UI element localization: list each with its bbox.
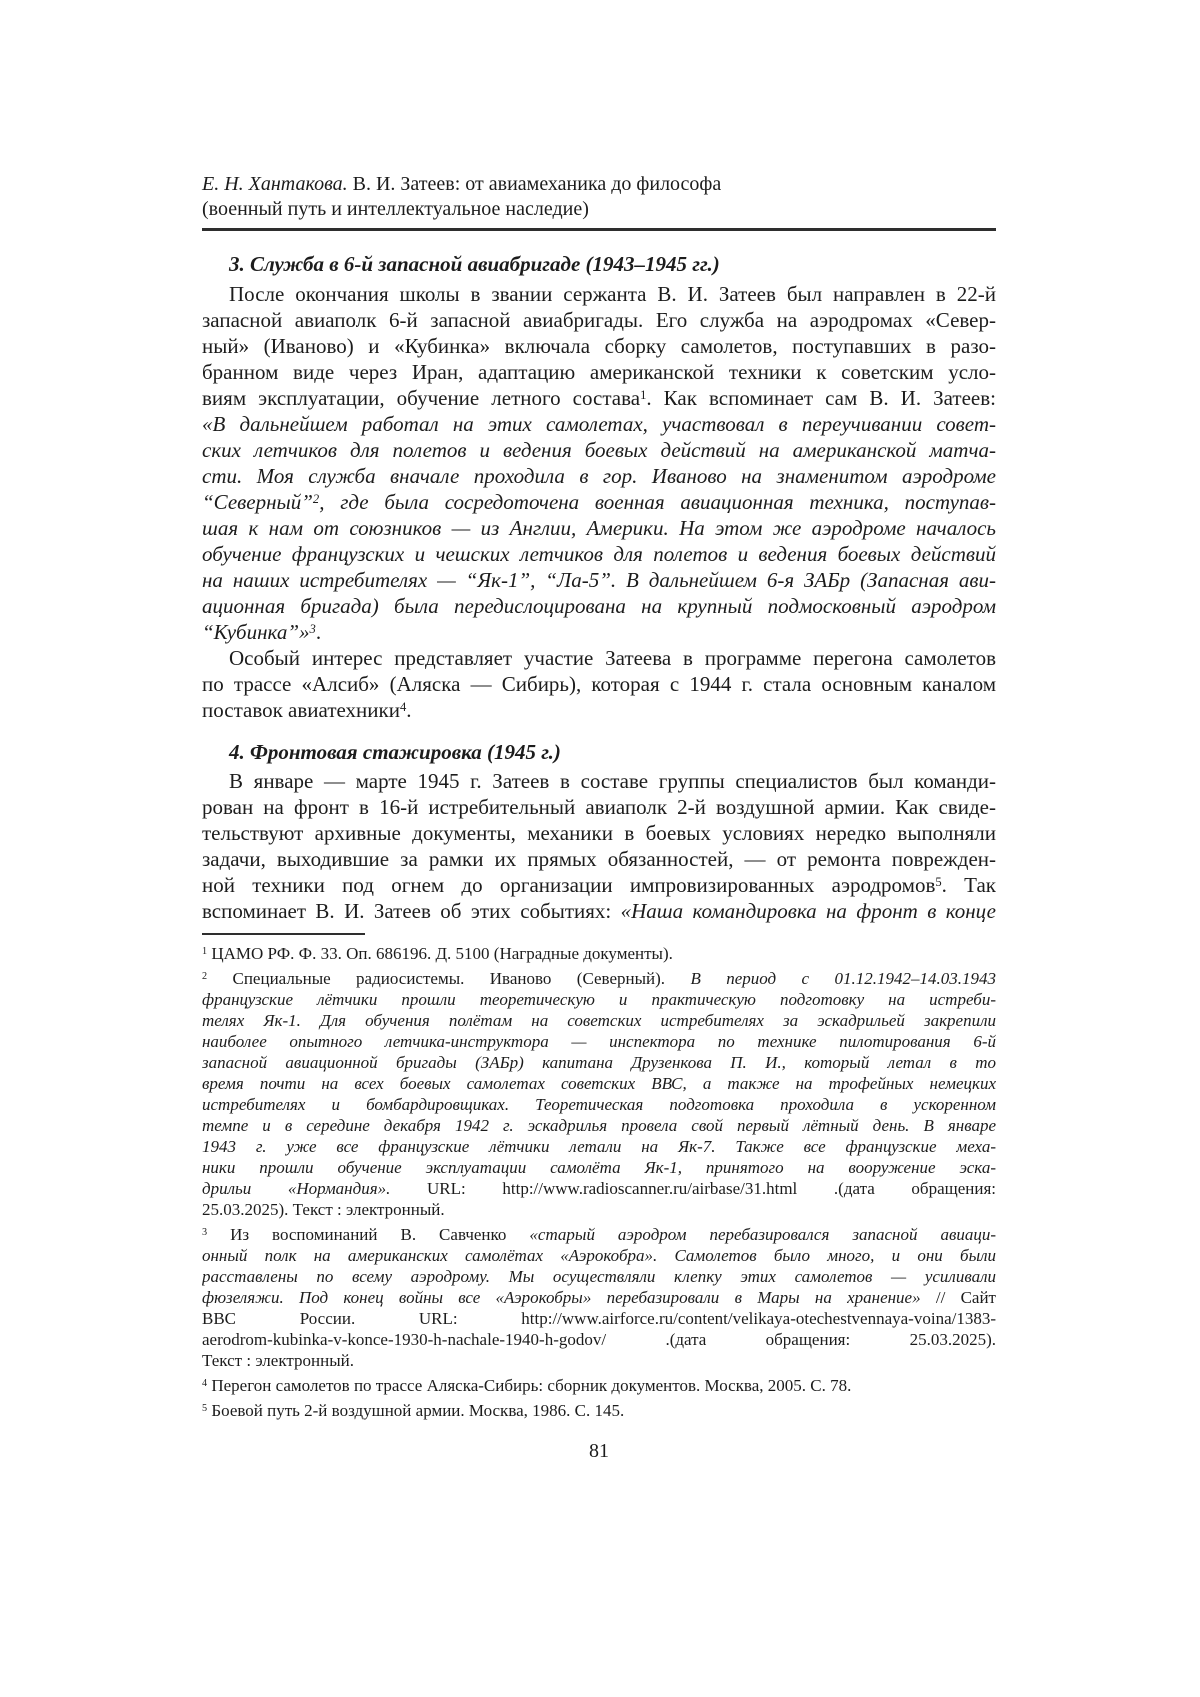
footnote-ref: 5 [935,875,942,890]
header-rule [202,228,996,231]
text-segment: шая к нам от союзников — из Англии, Америки. На этом же аэродроме началось [202,516,996,540]
text-segment: ационная бригада) была передислоцирована на крупный подмосковный аэродром [202,594,996,618]
text-line [202,1199,996,1220]
text-line [202,567,996,593]
text-line [202,333,996,359]
footnote-ref: 2 [202,971,208,983]
text-segment: . [406,698,412,722]
text-line [202,645,996,671]
text-column [202,172,996,1464]
text-line [202,768,996,794]
text-line [202,1287,996,1308]
footnote-ref: 1 [640,388,647,403]
footnote-4 [202,1375,996,1396]
text-segment: , где была сосредоточена военная авиационная техника, поступав- [319,490,996,514]
text-line [202,1115,996,1136]
text-segment: виям эксплуатации, обучение летного состава [202,386,641,410]
footnote-ref: 4 [202,1378,208,1390]
header-author: Е. Н. Хантакова. [202,173,348,195]
text-segment: запасной авиационной бригады (ЗАБр) капитана Друзенкова П. И., который летал в то [202,1053,996,1072]
text-line [202,794,996,820]
text-segment: «Наша командировка на фронт в конце [620,899,996,923]
footnote-ref: 3 [309,622,316,637]
text-segment: В январе — марте 1945 г. Затеев в составе группы специалистов был команди- [229,769,996,793]
footnotes-block [202,933,996,1421]
text-segment: 25.03.2025). Текст : электронный. [202,1200,445,1219]
text-line [202,846,996,872]
header-line-2: (военный путь и интеллектуальное наследие) [202,198,589,220]
page-number: 81 [589,1440,609,1462]
text-line [202,1266,996,1287]
footnote-5 [202,1400,996,1421]
text-segment: по трассе «Алсиб» (Аляска — Сибирь), которая с 1944 г. стала основным каналом [202,672,996,696]
text-line [202,989,996,1010]
text-line [202,385,996,411]
footnote-3 [202,1224,996,1371]
text-segment: ЦАМО РФ. Ф. 33. Оп. 686196. Д. 5100 (Наградные документы). [207,944,673,963]
text-segment: бранном виде через Иран, адаптацию американской техники к советским усло- [202,360,996,384]
text-line [202,943,996,964]
footnote-ref: 4 [399,700,407,715]
text-segment: онный полк на американских самолётах «Аэрокобра». Самолетов было много, и они были [202,1246,996,1265]
text-segment: “Северный” [202,490,313,514]
section-heading-4: 4. Фронтовая стажировка (1945 г.) [229,740,561,764]
text-line [202,359,996,385]
text-line [202,411,996,437]
text-segment: ники прошли обучение эксплуатации самолёта Як-1, принятого на вооружение эска- [202,1158,996,1177]
paragraph-3 [202,768,996,924]
text-segment: задачи, выходившие за рамки их прямых обязанностей, — от ремонта поврежден- [202,847,996,871]
text-segment: Боевой путь 2-й воздушной армии. Москва, 1986. С. 145. [207,1401,625,1420]
text-line [202,1094,996,1115]
text-segment: После окончания школы в звании сержанта В. И. Затеев был направлен в 22-й [229,282,996,306]
text-line [202,437,996,463]
text-line [202,1375,996,1396]
text-segment: обучение французских и чешских летчиков для полетов и ведения боевых действий [202,542,996,566]
text-line [202,541,996,567]
text-line [202,1178,996,1199]
text-segment: “Кубинка”» [202,620,310,644]
header-article-title: В. И. Затеев: от авиамеханика до философа [347,173,722,195]
footnote-ref: 3 [202,1227,208,1239]
text-segment: темпе и в середине декабря 1942 г. эскадрилья провела свой первый лётный день. В январе [202,1116,996,1135]
footnote-separator [202,933,365,935]
text-line [202,1329,996,1350]
text-line [202,898,996,924]
text-line [202,593,996,619]
text-segment: . Так [941,873,996,897]
text-line [202,1350,996,1371]
text-segment: рован на фронт в 16-й истребительный авиаполк 2-й воздушной армии. Как свиде- [202,795,996,819]
text-line [202,820,996,846]
text-segment: тельствуют архивные документы, механики в боевых условиях нередко выполняли [202,821,996,845]
text-line [202,1010,996,1031]
text-segment: ВВС России. URL: http://www.airforce.ru/content/velikaya-otechestvennaya-voina/1383- [202,1309,996,1328]
text-segment: В период с 01.12.1942–14.03.1943 [690,969,996,988]
text-line [202,1136,996,1157]
text-line [202,1073,996,1094]
text-segment: ских летчиков для полетов и ведения боевых действий на американской матча- [202,438,996,462]
text-segment: вспоминает В. И. Затеев об этих событиях: [202,899,621,923]
text-segment: наиболее опытного летчика-инструктора — инспектора по технике пилотирования 6-й [202,1032,996,1051]
text-segment: время почти на всех боевых самолетах советских ВВС, а также на трофейных немецких [202,1074,996,1093]
text-segment: . Как вспоминает сам В. И. Затеев: [646,386,996,410]
text-segment: URL: http://www.radioscanner.ru/airbase/31.html .(дата обращения: [390,1179,996,1198]
text-segment: поставок авиатехники [202,698,400,722]
text-segment: // Сайт [920,1288,996,1307]
text-segment: истребителях и бомбардировщиках. Теоретическая подготовка проходила в ускоренном [202,1095,996,1114]
footnote-ref: 5 [202,1403,208,1415]
footnote-ref: 2 [312,492,320,507]
text-segment: французские лётчики прошли теоретическую и практическую подготовку на истреби- [202,990,996,1009]
paragraph-1 [202,281,996,645]
text-segment: фюзеляжи. Под конец войны все «Аэрокобры» перебазировали в Мары на хранение» [202,1288,921,1307]
text-line [202,619,996,645]
running-header [202,172,996,231]
text-segment: Специальные радиосистемы. Иваново (Северный). [207,969,691,988]
text-segment: aerodrom-kubinka-v-konce-1930-h-nachale-1940-h-godov/ .(дата обращения: 25.03.2025). [202,1330,996,1349]
article-body [202,251,996,924]
section-heading-3: 3. Служба в 6-й запасной авиабригаде (1943–1945 гг.) [229,252,720,276]
text-segment: Особый интерес представляет участие Затеева в программе перегона самолетов [229,646,996,670]
text-line [202,1224,996,1245]
text-line [202,1245,996,1266]
text-segment: телях Як-1. Для обучения полётам на советских истребителях за эскадрильей закрепили [202,1011,996,1030]
text-line [202,515,996,541]
text-line [202,489,996,515]
text-segment: . [315,620,322,644]
text-segment: «старый аэродром перебазировался запасной авиаци- [529,1225,996,1244]
text-line [202,1400,996,1421]
text-segment: расставлены по всему аэродрому. Мы осуществляли клепку этих самолетов — усиливали [202,1267,996,1286]
text-line [202,697,996,723]
text-segment: на наших истребителях — “Як-1”, “Ла-5”. В дальнейшем 6-я ЗАБр (Запасная ави- [202,568,996,592]
text-segment: Текст : электронный. [202,1351,354,1370]
text-segment: дрильи «Нормандия». [202,1179,391,1198]
footnote-2 [202,968,996,1220]
text-line [202,968,996,989]
text-segment: запасной авиаполк 6-й запасной авиабригады. Его служба на аэродромах «Север- [202,308,996,332]
text-line [202,1031,996,1052]
text-segment: 1943 г. уже все французские лётчики летали на Як-7. Также все французские меха- [202,1137,996,1156]
text-segment: Перегон самолетов по трассе Аляска-Сибирь: сборник документов. Москва, 2005. С. 78. [207,1376,852,1395]
header-line-1 [202,172,996,197]
text-segment: ный» (Иваново) и «Кубинка» включала сборку самолетов, поступавших в разо- [202,334,996,358]
text-line [202,1308,996,1329]
footnote-ref: 1 [202,946,208,958]
text-line [202,281,996,307]
footnote-1 [202,943,996,964]
text-line [202,463,996,489]
text-segment: ной техники под огнем до организации импровизированных аэродромов [202,873,936,897]
paragraph-2 [202,645,996,723]
text-line [202,872,996,898]
text-segment: сти. Моя служба вначале проходила в гор. Иваново на знаменитом аэродроме [202,464,996,488]
text-segment: Из воспоминаний В. Савченко [207,1225,530,1244]
text-line [202,671,996,697]
text-line [202,307,996,333]
text-segment: «В дальнейшем работал на этих самолетах, участвовал в переучивании совет- [202,412,996,436]
text-line [202,1157,996,1178]
text-line [202,1052,996,1073]
